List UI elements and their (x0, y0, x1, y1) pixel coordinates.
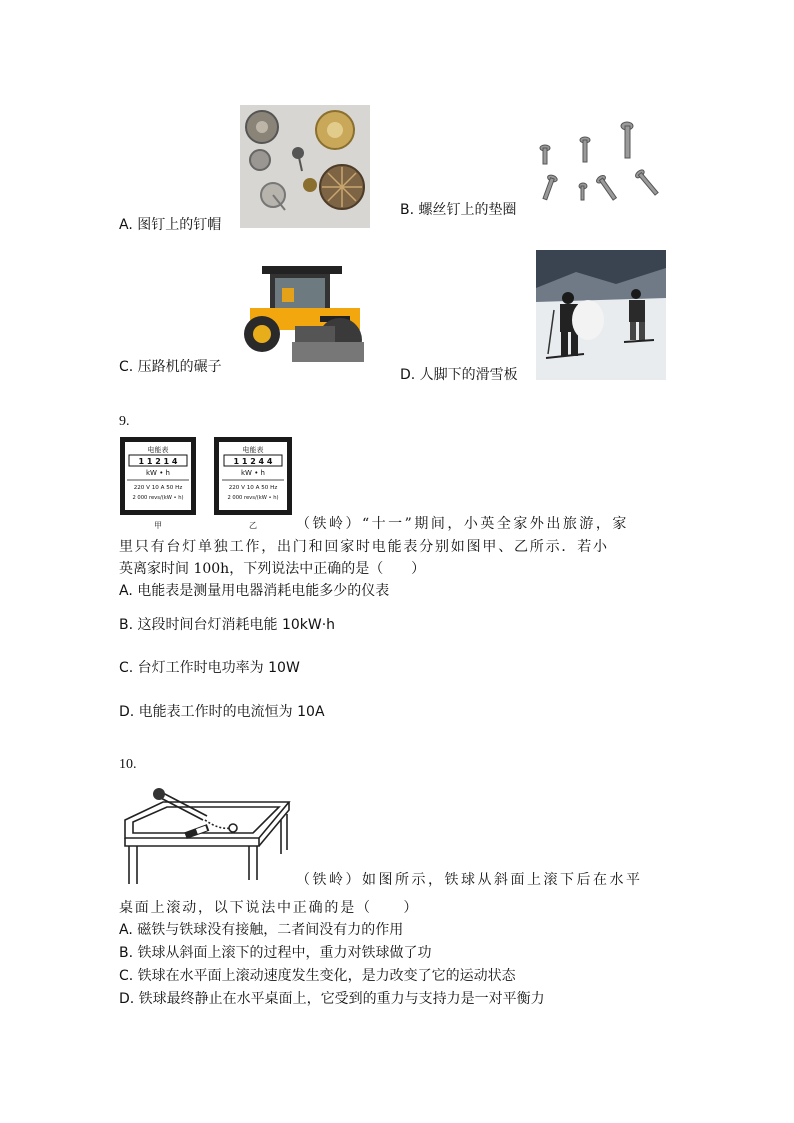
q9-stem-line3: 英离家时间 100h，下列说法中正确的是（ ） (119, 561, 426, 577)
meter-left-spec1: 220 V 10 A 50 Hz (133, 485, 183, 491)
screws-image (535, 120, 670, 225)
meter-left-spec2: 2 000 revs/(kW • h) (132, 495, 184, 501)
q8-option-a: A. 图钉上的钉帽 (119, 217, 222, 233)
q10-number: 10. (119, 757, 137, 772)
meter-left-reading: 1 1 2 1 4 (138, 457, 178, 466)
meter-right-spec1: 220 V 10 A 50 Hz (228, 485, 278, 491)
q9-number: 9. (119, 414, 130, 429)
q9-stem-line1: （铁岭）“十一”期间，小英全家外出旅游，家 (296, 516, 629, 532)
q9-option-a: A. 电能表是测量用电器消耗电能多少的仪表 (119, 583, 390, 599)
q10-option-d: D. 铁球最终静止在水平桌面上，它受到的重力与支持力是一对平衡力 (119, 991, 545, 1007)
meter-left-unit: kW • h (146, 469, 170, 477)
electric-meter-diagram (119, 436, 295, 532)
meter-left-label: 甲 (154, 521, 162, 530)
q9-option-c: C. 台灯工作时电功率为 10W (119, 660, 300, 676)
q10-option-c: C. 铁球在水平面上滚动速度发生变化，是力改变了它的运动状态 (119, 968, 516, 984)
q8-option-b: B. 螺丝钉上的垫圈 (400, 202, 517, 218)
meter-right-unit: kW • h (241, 469, 265, 477)
meter-right-label: 乙 (249, 521, 257, 530)
skiers-image (536, 250, 666, 380)
q10-option-b: B. 铁球从斜面上滚下的过程中，重力对铁球做了功 (119, 945, 432, 961)
meter-left-title: 电能表 (147, 446, 169, 454)
q10-stem-line1: （铁岭）如图所示，铁球从斜面上滚下后在水平 (296, 872, 643, 888)
meter-right-title: 电能表 (242, 446, 264, 454)
thumbtacks-image (240, 105, 370, 228)
meter-right-reading: 1 1 2 4 4 (233, 457, 273, 466)
q8-option-d: D. 人脚下的滑雪板 (400, 367, 518, 383)
q9-stem-line2: 里只有台灯单独工作，出门和回家时电能表分别如图甲、乙所示．若小 (119, 539, 609, 555)
incline-table-diagram (119, 780, 295, 888)
q8-option-c: C. 压路机的碾子 (119, 359, 222, 375)
q9-option-d: D. 电能表工作时的电流恒为 10A (119, 704, 325, 720)
road-roller-image (240, 260, 370, 370)
q10-stem-line2: 桌面上滚动，以下说法中正确的是（ ） (119, 900, 420, 916)
q10-option-a: A. 磁铁与铁球没有接触，二者间没有力的作用 (119, 922, 404, 938)
meter-right-spec2: 2 000 revs/(kW • h) (227, 495, 279, 501)
q9-option-b: B. 这段时间台灯消耗电能 10kW·h (119, 617, 336, 633)
